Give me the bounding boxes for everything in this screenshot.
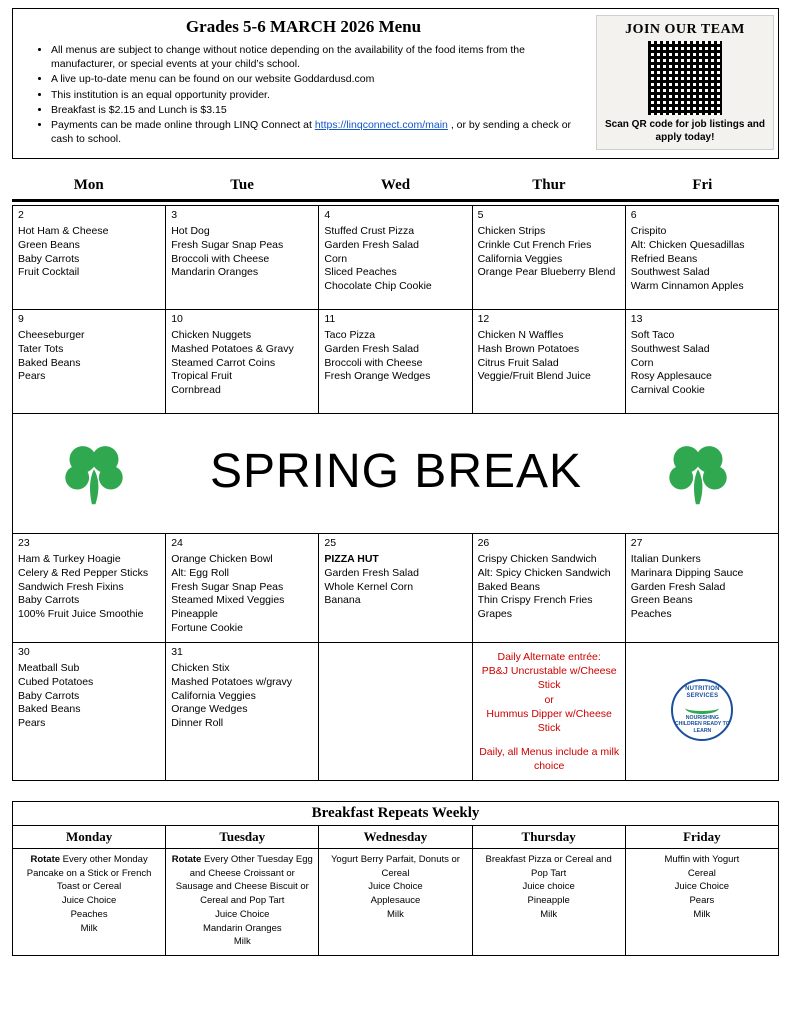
menu-item: Dinner Roll xyxy=(171,717,224,730)
breakfast-cell xyxy=(472,848,625,955)
day-number: 6 xyxy=(630,209,637,221)
breakfast-header-friday: Friday xyxy=(625,825,778,848)
calendar-cell xyxy=(166,534,319,643)
day-header-tue: Tue xyxy=(230,177,254,193)
breakfast-table xyxy=(12,801,779,956)
menu-item: Soft Taco xyxy=(630,328,675,341)
menu-item: Taco Pizza xyxy=(324,328,376,341)
calendar-cell xyxy=(625,534,778,643)
calendar-cell xyxy=(13,534,166,643)
menu-item: Southwest Salad xyxy=(630,266,710,279)
menu-item: Cornbread xyxy=(171,384,221,397)
breakfast-sub-line: Pears xyxy=(689,895,715,907)
menu-item: Garden Fresh Salad xyxy=(324,342,419,355)
breakfast-sub-line: Milk xyxy=(540,908,558,920)
menu-item: Crispy Chicken Sandwich xyxy=(477,552,597,565)
payment-text-pre: Payments can be made online through LINQ Connect at xyxy=(51,118,315,131)
day-header-fri: Fri xyxy=(692,177,713,193)
calendar-cell xyxy=(472,310,625,414)
menu-item: Baked Beans xyxy=(477,580,541,593)
day-number: 4 xyxy=(324,209,331,221)
calendar-cell xyxy=(319,310,472,414)
logo-line2: SERVICES xyxy=(686,693,719,700)
breakfast-main-text: Every Other Tuesday Egg and Cheese Croissant or Sausage and Cheese Biscuit or Cereal and Pop Tart xyxy=(175,853,313,907)
shamrock-icon xyxy=(59,436,129,508)
menu-item: Southwest Salad xyxy=(630,342,710,355)
alt-entree-milk-note: Daily, all Menus include a milk choice xyxy=(479,746,620,773)
breakfast-header-thursday: Thursday xyxy=(472,825,625,848)
breakfast-sub-line: Milk xyxy=(387,908,404,920)
calendar-cell xyxy=(472,534,625,643)
bullet-item: • All menus are subject to change without notice depending on the availability of the food items from the manufacturer, or special events at your child’s school. xyxy=(51,43,590,71)
menu-item: Broccoli with Cheese xyxy=(324,356,423,369)
menu-item: Meatball Sub xyxy=(18,661,80,674)
day-number: 13 xyxy=(630,313,643,325)
bullet-item: • Breakfast is $2.15 and Lunch is $3.15 xyxy=(51,103,590,117)
menu-item: Fresh Sugar Snap Peas xyxy=(171,238,284,251)
calendar-cell xyxy=(166,310,319,414)
day-number: 31 xyxy=(171,646,183,659)
calendar-week-row xyxy=(13,310,779,414)
alternate-entree-cell xyxy=(472,643,625,781)
menu-item: Broccoli with Cheese xyxy=(171,252,270,265)
qr-caption: Scan QR code for job listings and apply today! xyxy=(604,119,766,143)
nutrition-services-logo-icon xyxy=(671,679,733,741)
breakfast-sub-line: Milk xyxy=(233,936,251,948)
calendar-week-row xyxy=(13,643,779,781)
menu-item: Peaches xyxy=(630,608,672,621)
breakfast-title-row xyxy=(13,801,779,825)
calendar-cell xyxy=(319,534,472,643)
calendar-cell xyxy=(13,206,166,310)
breakfast-sub-line: Juice Choice xyxy=(61,895,117,907)
menu-item: Alt: Spicy Chicken Sandwich xyxy=(477,566,611,579)
menu-item: Tropical Fruit xyxy=(171,370,233,383)
menu-item: Mashed Potatoes & Gravy xyxy=(171,342,294,355)
shamrock-icon xyxy=(663,436,733,508)
menu-item: Mandarin Oranges xyxy=(171,266,259,279)
menu-item: Whole Kernel Corn xyxy=(324,580,414,593)
menu-item: Crispito xyxy=(630,224,667,237)
menu-item: Pineapple xyxy=(171,608,218,621)
day-number: 3 xyxy=(171,209,178,221)
breakfast-header-tuesday: Tuesday xyxy=(166,825,319,848)
qr-wrapper xyxy=(600,41,770,115)
alt-entree-or: or xyxy=(544,693,554,706)
menu-item: Baked Beans xyxy=(18,703,81,716)
breakfast-sub-line: Peaches xyxy=(70,908,108,920)
calendar-cell xyxy=(166,206,319,310)
menu-item: Cubed Potatoes xyxy=(18,675,94,688)
day-number: 9 xyxy=(18,313,24,325)
menu-item: Hash Brown Potatoes xyxy=(477,342,580,355)
menu-item: Hot Ham & Cheese xyxy=(18,224,109,237)
spring-break-label: SPRING BREAK xyxy=(209,445,583,499)
qr-code-icon[interactable] xyxy=(648,41,722,115)
calendar-cell xyxy=(13,310,166,414)
breakfast-main-line: Breakfast Pizza or Cereal and Pop Tart xyxy=(485,853,612,879)
calendar-cell xyxy=(625,310,778,414)
breakfast-sub-line: Cereal xyxy=(687,867,716,879)
alt-entree-line1: Daily Alternate entrée: xyxy=(497,651,601,664)
breakfast-section xyxy=(12,801,779,956)
linq-connect-link[interactable]: https://linqconnect.com/main xyxy=(314,118,448,131)
calendar-grid xyxy=(12,205,779,781)
menu-item: Chicken Nuggets xyxy=(171,328,252,341)
breakfast-cell xyxy=(166,848,319,955)
menu-item: Thin Crispy French Fries xyxy=(477,594,593,607)
bullet-item: • This institution is an equal opportunity provider. xyxy=(51,88,590,102)
calendar-cell xyxy=(319,206,472,310)
logo-line3: NOURISHING CHILDREN READY TO LEARN xyxy=(674,714,730,734)
menu-item: Fresh Orange Wedges xyxy=(324,370,431,383)
menu-item: Green Beans xyxy=(18,238,80,251)
menu-item: Alt: Chicken Quesadillas xyxy=(630,238,745,251)
nutrition-services-logo-cell xyxy=(625,643,778,781)
calendar-cell xyxy=(472,206,625,310)
calendar-cell xyxy=(625,206,778,310)
breakfast-sub-line: Applesauce xyxy=(370,895,421,907)
breakfast-sub-line: Juice Choice xyxy=(215,908,270,920)
header-text-block xyxy=(17,15,596,150)
logo-line1: NUTRITION xyxy=(685,685,720,692)
menu-item: Baked Beans xyxy=(18,356,81,369)
spring-break-content xyxy=(18,417,774,527)
menu-item: Sandwich Fresh Fixins xyxy=(18,580,124,593)
menu-item: Mashed Potatoes w/gravy xyxy=(171,675,292,688)
calendar-week-row xyxy=(13,534,779,643)
menu-item: Ham & Turkey Hoagie xyxy=(18,552,121,565)
breakfast-main-line: Muffin with Yogurt xyxy=(664,853,740,865)
rotate-label: Rotate xyxy=(30,853,61,865)
calendar-cell xyxy=(13,643,166,781)
day-number: 2 xyxy=(18,209,24,221)
spring-break-cell xyxy=(13,414,779,534)
menu-item: Warm Cinnamon Apples xyxy=(630,280,744,293)
menu-item: Cheeseburger xyxy=(18,328,85,341)
day-number: 25 xyxy=(324,537,337,549)
menu-item: Crinkle Cut French Fries xyxy=(477,238,592,251)
menu-item: Pears xyxy=(18,717,46,730)
menu-item: Baby Carrots xyxy=(18,594,80,607)
menu-item: California Veggies xyxy=(171,689,256,702)
menu-item: Corn xyxy=(324,252,348,265)
menu-item: Stuffed Crust Pizza xyxy=(324,224,415,237)
menu-item: Chocolate Chip Cookie xyxy=(324,280,432,293)
breakfast-sub-line: Mandarin Oranges xyxy=(202,922,282,934)
menu-item: Fresh Sugar Snap Peas xyxy=(171,580,284,593)
breakfast-sub-line: Pineapple xyxy=(527,895,570,907)
day-header-wed: Wed xyxy=(380,177,411,193)
alt-entree-line2: PB&J Uncrustable w/Cheese Stick xyxy=(481,664,617,691)
menu-item: Grapes xyxy=(477,608,512,621)
menu-item: Marinara Dipping Sauce xyxy=(630,566,744,579)
menu-item: Orange Chicken Bowl xyxy=(171,552,273,565)
menu-item: Sliced Peaches xyxy=(324,266,397,279)
menu-item: Steamed Carrot Coins xyxy=(171,356,276,369)
join-our-team-title: JOIN OUR TEAM xyxy=(625,22,745,37)
menu-item: Orange Wedges xyxy=(171,703,248,716)
breakfast-header-row xyxy=(13,825,779,848)
menu-item: Corn xyxy=(630,356,654,369)
breakfast-main-line: Yogurt Berry Parfait, Donuts or Cereal xyxy=(330,853,460,879)
day-number: 26 xyxy=(477,537,490,549)
breakfast-cell xyxy=(13,848,166,955)
day-number: 30 xyxy=(18,646,30,659)
breakfast-title: Breakfast Repeats Weekly xyxy=(13,801,779,825)
day-number: 5 xyxy=(477,209,484,221)
menu-item: Fruit Cocktail xyxy=(18,266,80,279)
menu-item: Veggie/Fruit Blend Juice xyxy=(477,370,591,383)
calendar-cell-empty xyxy=(319,643,472,781)
menu-item: Hot Dog xyxy=(171,224,210,237)
header-box xyxy=(12,8,779,159)
menu-item: Chicken Strips xyxy=(477,224,546,237)
menu-item: Tater Tots xyxy=(18,342,64,355)
day-number: 12 xyxy=(477,313,490,325)
day-number: 10 xyxy=(171,313,183,325)
menu-item: Steamed Mixed Veggies xyxy=(171,594,285,607)
breakfast-sub-line: Milk xyxy=(80,922,98,934)
breakfast-content-row xyxy=(13,848,779,955)
calendar-day-headers xyxy=(12,173,779,202)
page-title: Grades 5-6 MARCH 2026 Menu xyxy=(185,17,422,36)
breakfast-header-monday: Monday xyxy=(13,825,166,848)
menu-item: 100% Fruit Juice Smoothie xyxy=(18,608,144,621)
breakfast-header-wednesday: Wednesday xyxy=(319,825,472,848)
menu-item: Orange Pear Blueberry Blend xyxy=(477,266,616,279)
menu-item: Rosy Applesauce xyxy=(630,370,712,383)
rotate-label: Rotate xyxy=(171,853,202,865)
breakfast-main-line xyxy=(170,853,314,908)
menu-item: Fortune Cookie xyxy=(171,622,243,635)
bullet-item: • A live up-to-date menu can be found on our website Goddardusd.com xyxy=(51,72,590,86)
join-our-team-panel xyxy=(596,15,774,150)
menu-item: Garden Fresh Salad xyxy=(324,238,419,251)
day-number: 11 xyxy=(324,313,336,325)
menu-item-highlight: PIZZA HUT xyxy=(324,552,379,565)
menu-item: Refried Beans xyxy=(630,252,698,265)
menu-item: Pears xyxy=(18,370,46,383)
menu-item: Banana xyxy=(324,594,361,607)
menu-item: Italian Dunkers xyxy=(630,552,701,565)
day-header-thur: Thur xyxy=(532,177,566,193)
breakfast-cell xyxy=(319,848,472,955)
breakfast-cell xyxy=(625,848,778,955)
logo-swoosh-icon xyxy=(685,702,719,714)
day-number: 23 xyxy=(18,537,30,549)
breakfast-sub-line: Juice Choice xyxy=(674,881,730,893)
calendar-cell xyxy=(166,643,319,781)
menu-item: Chicken Stix xyxy=(171,661,230,674)
calendar-week-row-spring-break xyxy=(13,414,779,534)
menu-item: California Veggies xyxy=(477,252,563,265)
calendar xyxy=(12,173,779,781)
menu-item: Baby Carrots xyxy=(18,689,80,702)
header-bullets xyxy=(17,43,590,146)
menu-item: Garden Fresh Salad xyxy=(324,566,419,579)
breakfast-main-line xyxy=(17,853,161,894)
breakfast-sub-line: Juice choice xyxy=(522,881,575,893)
menu-item: Garden Fresh Salad xyxy=(630,580,726,593)
menu-item: Celery & Red Pepper Sticks xyxy=(18,566,149,579)
menu-item: Chicken N Waffles xyxy=(477,328,564,341)
day-number: 24 xyxy=(171,537,183,549)
breakfast-sub-line: Milk xyxy=(693,908,711,920)
menu-item: Citrus Fruit Salad xyxy=(477,356,559,369)
menu-item: Alt: Egg Roll xyxy=(171,566,229,579)
alt-entree-line3: Hummus Dipper w/Cheese Stick xyxy=(486,708,612,735)
breakfast-sub-line: Juice Choice xyxy=(368,881,423,893)
menu-item: Carnival Cookie xyxy=(630,384,705,397)
menu-item: Baby Carrots xyxy=(18,252,80,265)
menu-item: Green Beans xyxy=(630,594,693,607)
breakfast-main-text: Every other Monday Pancake on a Stick or French Toast or Cereal xyxy=(26,853,152,893)
calendar-week-row xyxy=(13,206,779,310)
payment-text-post: , or by sending a check or cash to school. xyxy=(51,118,572,146)
day-header-mon: Mon xyxy=(73,177,104,193)
day-number: 27 xyxy=(630,537,643,549)
bullet-item-payment xyxy=(51,118,590,146)
